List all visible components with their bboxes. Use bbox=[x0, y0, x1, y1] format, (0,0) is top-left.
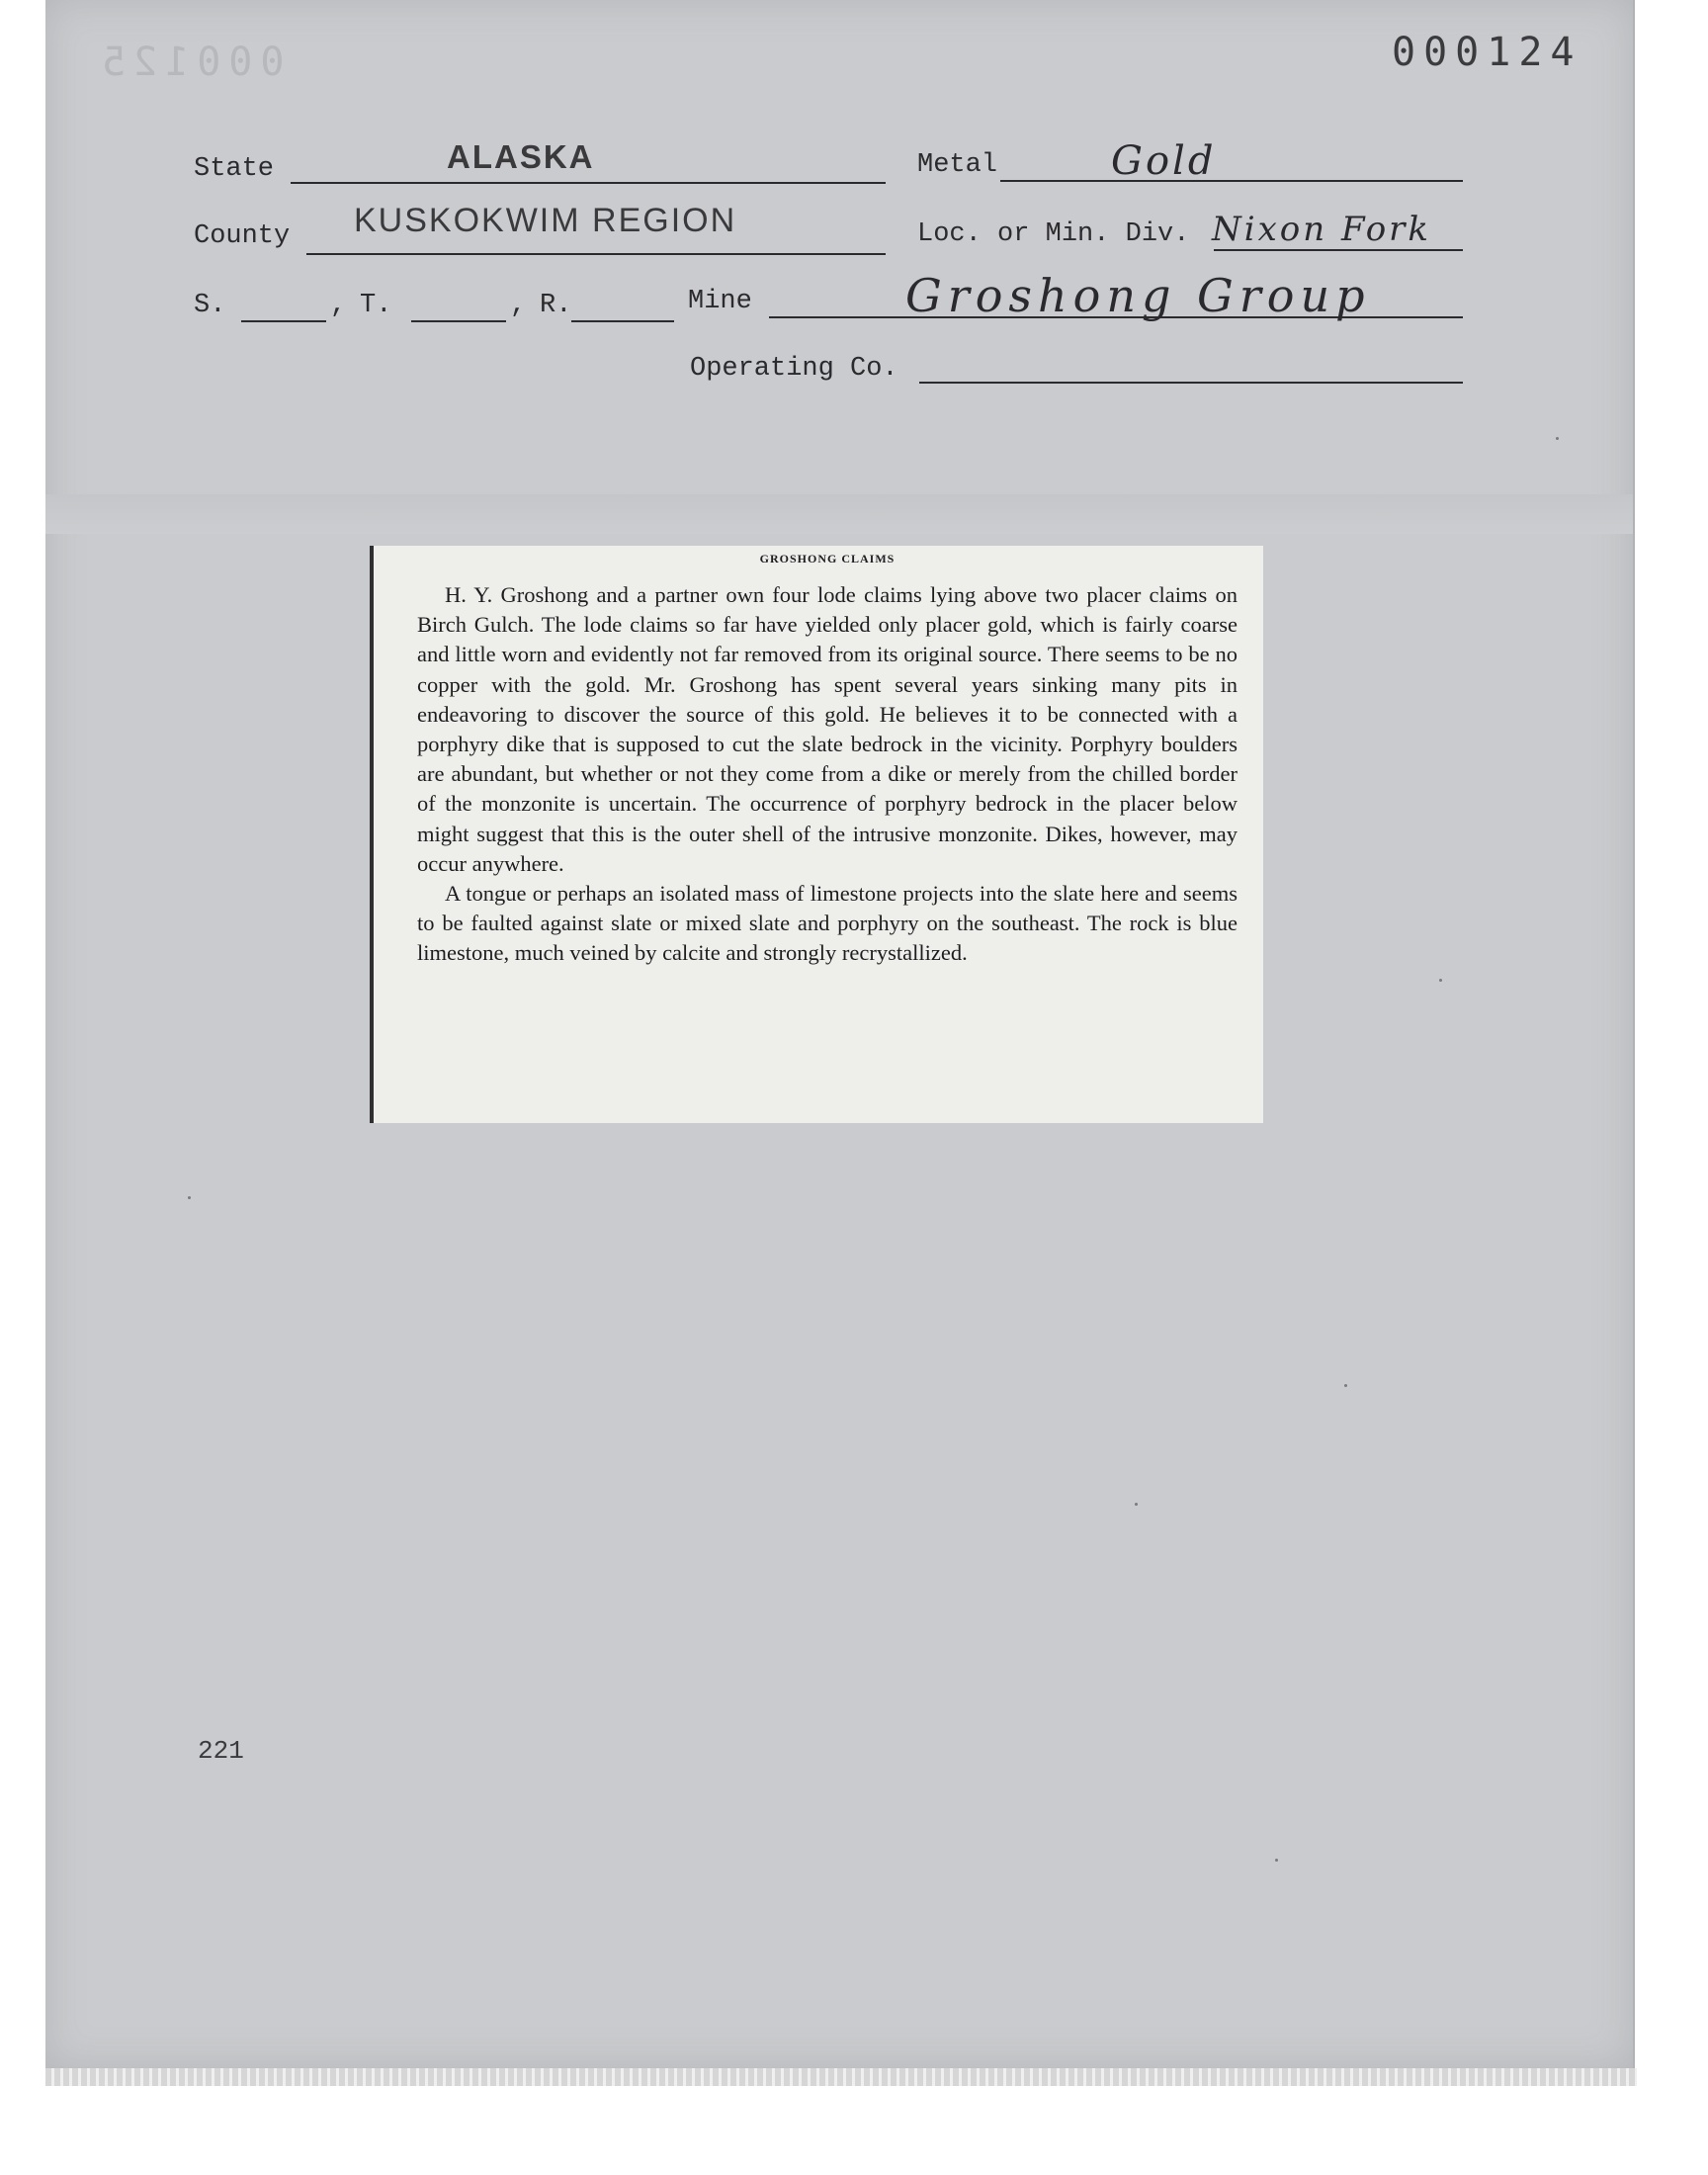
record-number: 000124 bbox=[1392, 30, 1582, 75]
metal-underline bbox=[1000, 180, 1463, 182]
loc-div-underline bbox=[1214, 249, 1463, 251]
scan-speck bbox=[1439, 979, 1442, 982]
clipping-paragraph-2: A tongue or perhaps an isolated mass of limestone projects into the slate here and seems to be faulted against slate or mixed slate and porphyry on the southeast. The rock is blue limestone, much veined by calcite and strongly recrystallized. bbox=[417, 881, 1238, 966]
clipping-heading: GROSHONG CLAIMS bbox=[759, 552, 896, 566]
mine-value: Groshong Group bbox=[905, 269, 1371, 322]
loc-div-label: Loc. or Min. Div. bbox=[917, 219, 1190, 249]
range-label: R. bbox=[540, 291, 572, 320]
report-clipping bbox=[370, 546, 1263, 1123]
page-number: 221 bbox=[198, 1736, 244, 1766]
township-label: T. bbox=[360, 291, 392, 320]
state-label: State bbox=[194, 154, 275, 184]
scan-edge-strip bbox=[45, 2068, 1637, 2086]
county-value: KUSKOKWIM REGION bbox=[354, 202, 737, 239]
section-underline bbox=[241, 320, 326, 322]
card-fold-shadow bbox=[45, 494, 1633, 534]
county-label: County bbox=[194, 221, 291, 251]
section-comma: , bbox=[330, 291, 347, 320]
section-label: S. bbox=[194, 291, 226, 320]
scan-speck bbox=[1275, 1859, 1278, 1862]
scan-speck bbox=[1344, 1384, 1347, 1387]
operating-co-underline bbox=[919, 382, 1463, 384]
county-underline bbox=[306, 253, 886, 255]
metal-value: Gold bbox=[1111, 138, 1217, 184]
clipping-paragraph-1: H. Y. Groshong and a partner own four lode claims lying above two placer claims on Birch Gulch. The lode claims so far have yielded only placer gold, which is fairly coarse and little worn and evidently not far removed from its original source. There seems to be no copper with the gold. Mr. Groshong has spent several years sinking many pits in endeavoring to discover the source of this gold. He believes it to be connected with a porphyry dike that is supposed to cut the slate bedrock in the vicinity. Porphyry boulders are abundant, but whether or not they come from a dike or merely from the chilled border of the monzonite is uncertain. The occurrence of porphyry bedrock in the placer below might suggest that this is the outer shell of the intrusive monzonite. Dikes, however, may occur anywhere. bbox=[417, 582, 1238, 876]
scan-speck bbox=[1556, 437, 1559, 440]
mine-label: Mine bbox=[688, 287, 752, 316]
metal-label: Metal bbox=[917, 150, 998, 180]
range-underline bbox=[571, 320, 674, 322]
bleed-through-record-number: 000125 bbox=[94, 40, 285, 85]
township-comma: , bbox=[510, 291, 527, 320]
operating-co-label: Operating Co. bbox=[690, 354, 898, 384]
state-underline bbox=[291, 182, 886, 184]
township-underline bbox=[411, 320, 506, 322]
scan-speck bbox=[188, 1196, 191, 1199]
scan-speck bbox=[1135, 1503, 1138, 1506]
loc-div-value: Nixon Fork bbox=[1212, 210, 1432, 249]
state-value: ALASKA bbox=[447, 138, 595, 175]
